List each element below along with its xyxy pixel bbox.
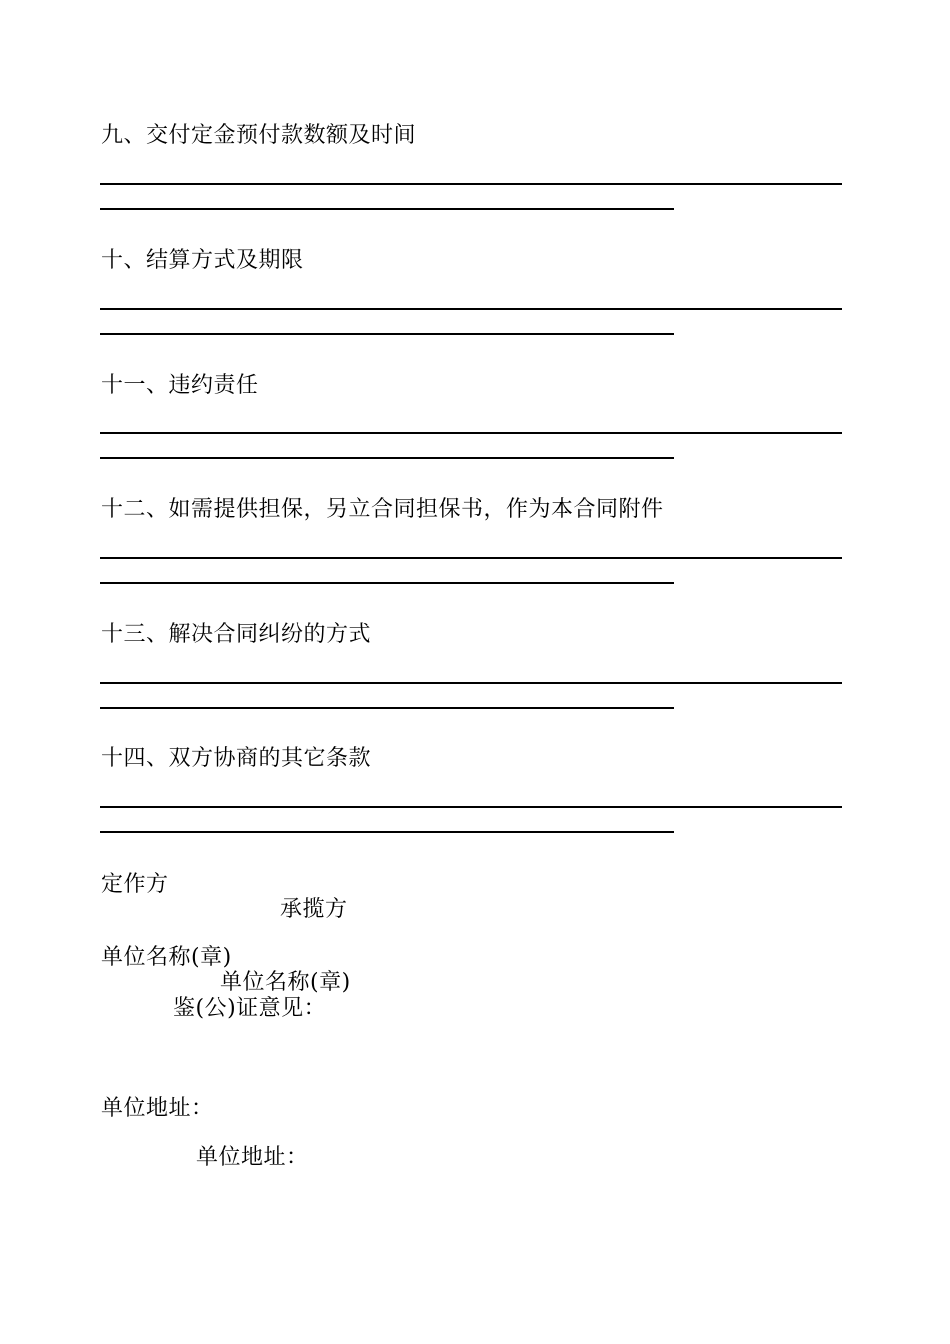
clause-12-blank-line-2 [100,582,674,584]
clause-11-blank-line-2 [100,457,674,459]
clause-13-blank-line-1 [100,682,842,684]
party-b-address: 单位地址： [196,1145,309,1170]
clause-9-blank-line-2 [100,208,674,210]
clause-14-heading: 十四、双方协商的其它条款 [101,746,372,771]
clause-11-heading: 十一、违约责任 [101,373,259,398]
party-b-unit-name: 单位名称(章) [220,970,351,995]
clause-13-blank-line-2 [100,707,674,709]
notary-opinion-label: 鉴(公)证意见： [173,996,327,1021]
clause-9-blank-line-1 [100,183,842,185]
party-a-label: 定作方 [101,872,169,897]
clause-12-blank-line-1 [100,557,842,559]
clause-14-blank-line-2 [100,831,674,833]
party-a-address: 单位地址： [101,1096,214,1121]
party-a-unit-name: 单位名称(章) [101,945,232,970]
clause-14-blank-line-1 [100,806,842,808]
clause-9-heading: 九、交付定金预付款数额及时间 [101,123,417,148]
clause-10-blank-line-2 [100,333,674,335]
clause-13-heading: 十三、解决合同纠纷的方式 [101,622,372,647]
clause-12-heading: 十二、如需提供担保，另立合同担保书，作为本合同附件 [101,497,664,522]
party-b-label: 承揽方 [280,897,348,922]
clause-11-blank-line-1 [100,432,842,434]
clause-10-blank-line-1 [100,308,842,310]
clause-10-heading: 十、结算方式及期限 [101,248,304,273]
